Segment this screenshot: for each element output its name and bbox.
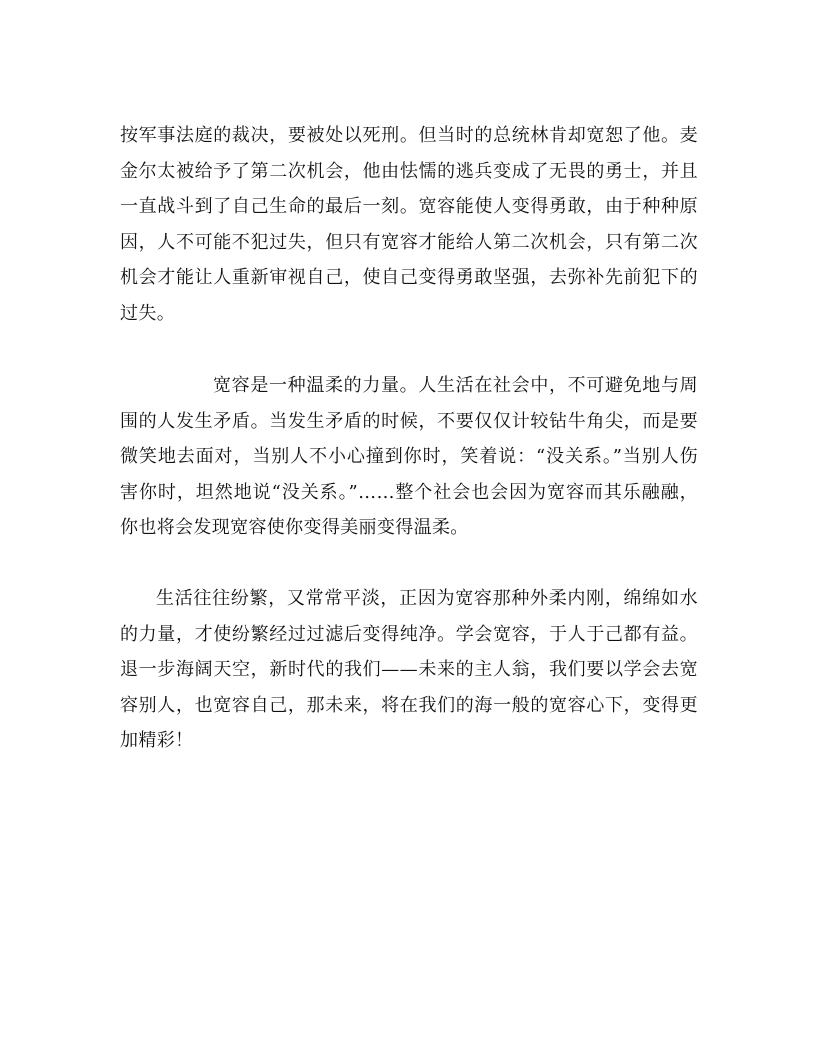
paragraph-3: 生活往往纷繁，又常常平淡，正因为宽容那种外柔内刚，绵绵如水的力量，才使纷繁经过过滤后变得纯净。学会宽容，于人于己都有益。退一步海阔天空，新时代的我们——未来的主人翁，我们要以学会去宽容别人，也宽容自己，那未来，将在我们的海一般的宽容心下，变得更加精彩！ <box>120 588 698 752</box>
paragraph-1: 按军事法庭的裁决，要被处以死刑。但当时的总统林肯却宽恕了他。麦金尔太被给予了第二次机会，他由怯懦的逃兵变成了无畏的勇士，并且一直战斗到了自己生命的最后一刻。宽容能使人变得勇敢，由于种种原因，人不可能不犯过失，但只有宽容才能给人第二次机会，只有第二次机会才能让人重新审视自己，使自己变得勇敢坚强，去弥补先前犯下的过失。 <box>120 125 698 324</box>
paragraph-2: 宽容是一种温柔的力量。人生活在社会中，不可避免地与周围的人发生矛盾。当发生矛盾的时候，不要仅仅计较钻牛角尖，而是要微笑地去面对，当别人不小心撞到你时，笑着说：“没关系。”当别人伤害你时，坦然地说“没关系。”……整个社会也会因为宽容而其乐融融，你也将会发现宽容使你变得美丽变得温柔。 <box>120 375 698 539</box>
